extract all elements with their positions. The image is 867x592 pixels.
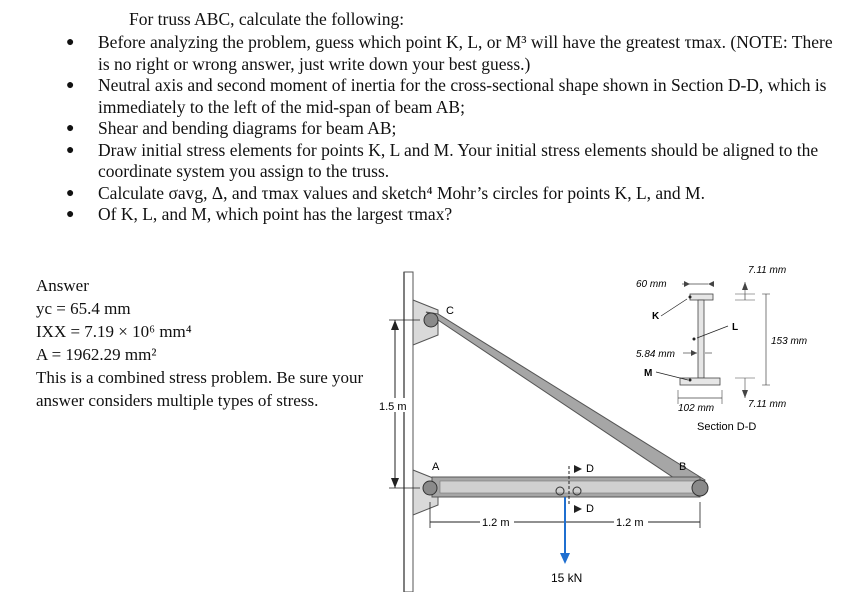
answer-yc: yc = 65.4 mm [36,299,131,318]
dim-height: 153 mm [771,336,808,347]
dim-width-top: 60 mm [636,279,667,290]
bullet-icon: ● [66,207,75,222]
label-d-top: D [586,463,594,475]
dim-flange-bottom: 7.11 mm [748,399,787,410]
height-label: 1.5 m [379,401,407,413]
answer-note: This is a combined stress problem. Be sure your answer considers multiple types of stress. [36,368,364,410]
bullet-icon: ● [66,35,75,50]
bullet-icon: ● [66,78,75,93]
span-right-label: 1.2 m [616,517,644,529]
pin-a [423,481,437,495]
label-d-bottom: D [586,503,594,515]
task-item: ● Shear and bending diagrams for beam AB; [66,118,397,138]
section-dd [636,265,807,433]
task-item: ● Calculate σavg, Δ, and τmax values and sketch⁴ Mohr’s circles for points K, L, and M. [66,182,705,203]
point-k-label: K [652,311,660,322]
dim-web: 5.84 mm [636,349,675,360]
load-label: 15 kN [551,571,583,585]
answer-ixx: IXX = 7.19 × 10⁶ mm⁴ [36,322,192,341]
task-item: ● Of K, L, and M, which point has the largest τmax? [66,204,453,224]
pin-b [692,480,708,496]
task-item: ● Draw initial stress elements for points K, L and M. Your initial stress elements should be aligned to the coordinate system you assign to the truss. [66,139,819,181]
task-item: ● Neutral axis and second moment of inertia for the cross-sectional shape shown in Section D-D, which is immediately to the left of the mid-span of beam AB; [66,75,827,117]
section-caption: Section D-D [697,421,757,433]
member-cb [426,312,705,494]
dim-width-bottom: 102 mm [678,403,715,414]
bullet-icon: ● [66,121,75,136]
bullet-icon: ● [66,142,75,158]
label-a: A [432,461,440,473]
label-c: C [446,305,454,317]
task-item: ● Before analyzing the problem, guess which point K, L, or M³ will have the greatest τmax. (NOTE: There is no right or wrong answer, just write down your best guess.) [66,32,833,74]
point-m-label: M [644,368,653,379]
span-left-label: 1.2 m [482,517,510,529]
label-b: B [679,461,687,473]
point-l-label: L [732,322,739,333]
pin-c [424,313,438,327]
problem-intro: For truss ABC, calculate the following: [129,9,405,29]
bullet-icon: ● [66,185,75,201]
dim-flange-top: 7.11 mm [748,265,787,276]
answer-area: A = 1962.29 mm² [36,345,157,364]
answer-heading: Answer [36,276,89,295]
